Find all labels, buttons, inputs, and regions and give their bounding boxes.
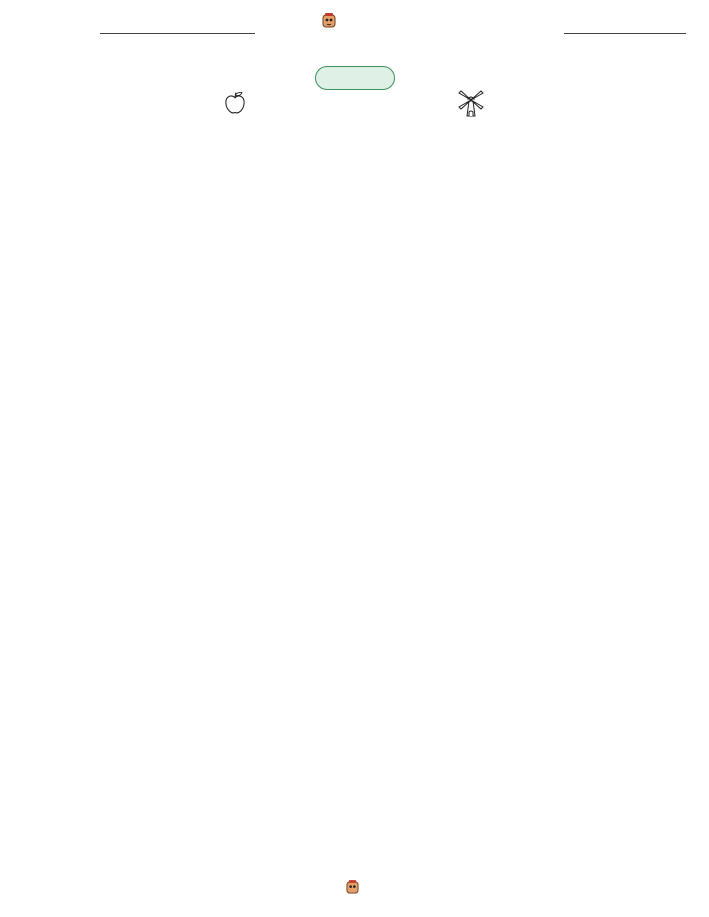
windmill-icon <box>456 88 486 122</box>
apple-icon <box>222 88 248 122</box>
brand-logo <box>322 13 339 29</box>
storypie-mascot-icon <box>322 13 336 29</box>
name-field[interactable] <box>100 33 255 34</box>
worksheet-type-badge <box>315 66 395 90</box>
storypie-mascot-icon <box>346 880 359 895</box>
date-field[interactable] <box>564 33 686 34</box>
footer <box>0 880 709 895</box>
